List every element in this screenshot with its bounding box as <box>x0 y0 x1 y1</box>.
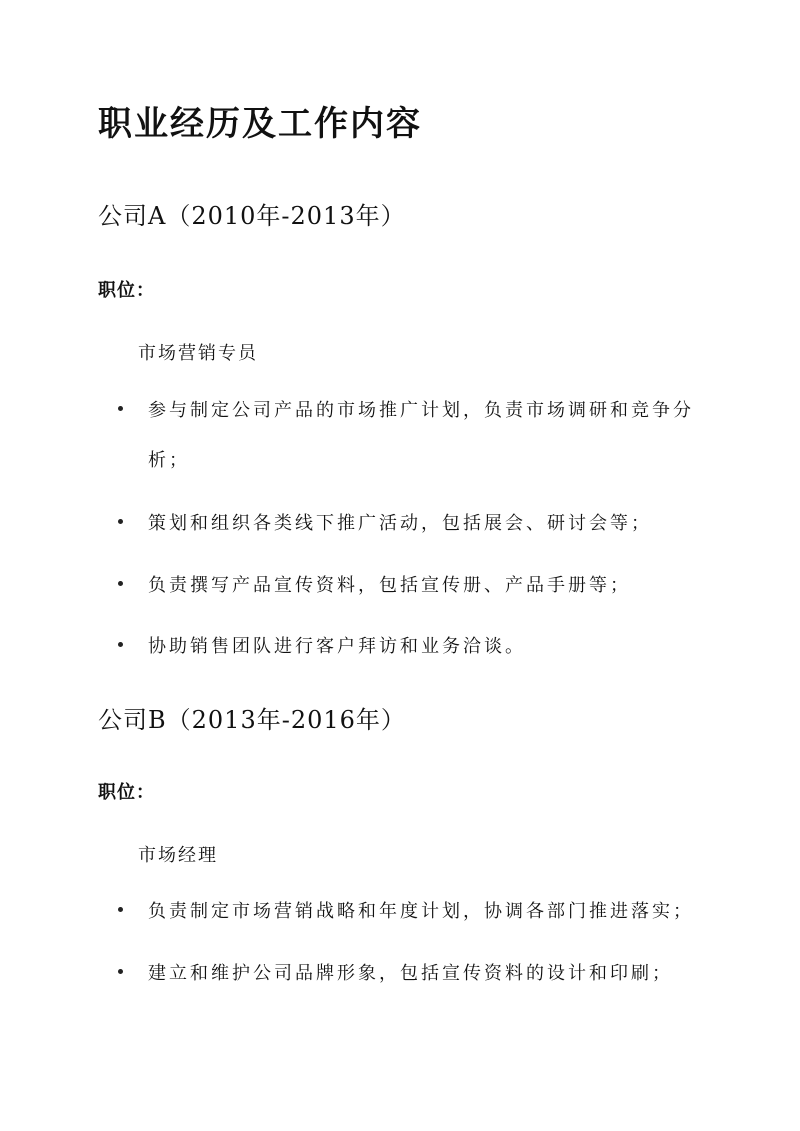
bullet-icon <box>118 907 123 912</box>
list-item-text: 策划和组织各类线下推广活动，包括展会、研讨会等； <box>148 513 652 534</box>
list-item <box>118 949 698 999</box>
list-item-text: 负责撰写产品宣传资料，包括宣传册、产品手册等； <box>148 575 631 596</box>
page-title: 职业经历及工作内容 <box>98 104 422 144</box>
list-item-text: 建立和维护公司品牌形象，包括宣传资料的设计和印刷； <box>148 963 673 984</box>
list-item <box>118 386 698 486</box>
bullet-icon <box>118 581 123 586</box>
list-item <box>118 499 698 549</box>
list-item <box>118 887 698 937</box>
bullet-icon <box>118 519 123 524</box>
list-item <box>118 561 698 611</box>
list-item <box>118 622 698 672</box>
position-value-b: 市场经理 <box>138 845 218 866</box>
list-item-text: 参与制定公司产品的市场推广计划，负责市场调研和竞争分析； <box>148 400 694 471</box>
bullet-icon <box>118 406 123 411</box>
list-item-text: 负责制定市场营销战略和年度计划，协调各部门推进落实； <box>148 901 694 922</box>
bullet-icon <box>118 642 123 647</box>
position-label-a: 职位： <box>98 280 155 301</box>
position-value-a: 市场营销专员 <box>138 343 258 364</box>
bullet-icon <box>118 969 123 974</box>
company-heading-b: 公司B（2013年-2016年） <box>98 706 406 734</box>
list-item-text: 协助销售团队进行客户拜访和业务洽谈。 <box>148 636 526 657</box>
position-label-b: 职位： <box>98 782 155 803</box>
company-heading-a: 公司A（2010年-2013年） <box>98 202 406 230</box>
